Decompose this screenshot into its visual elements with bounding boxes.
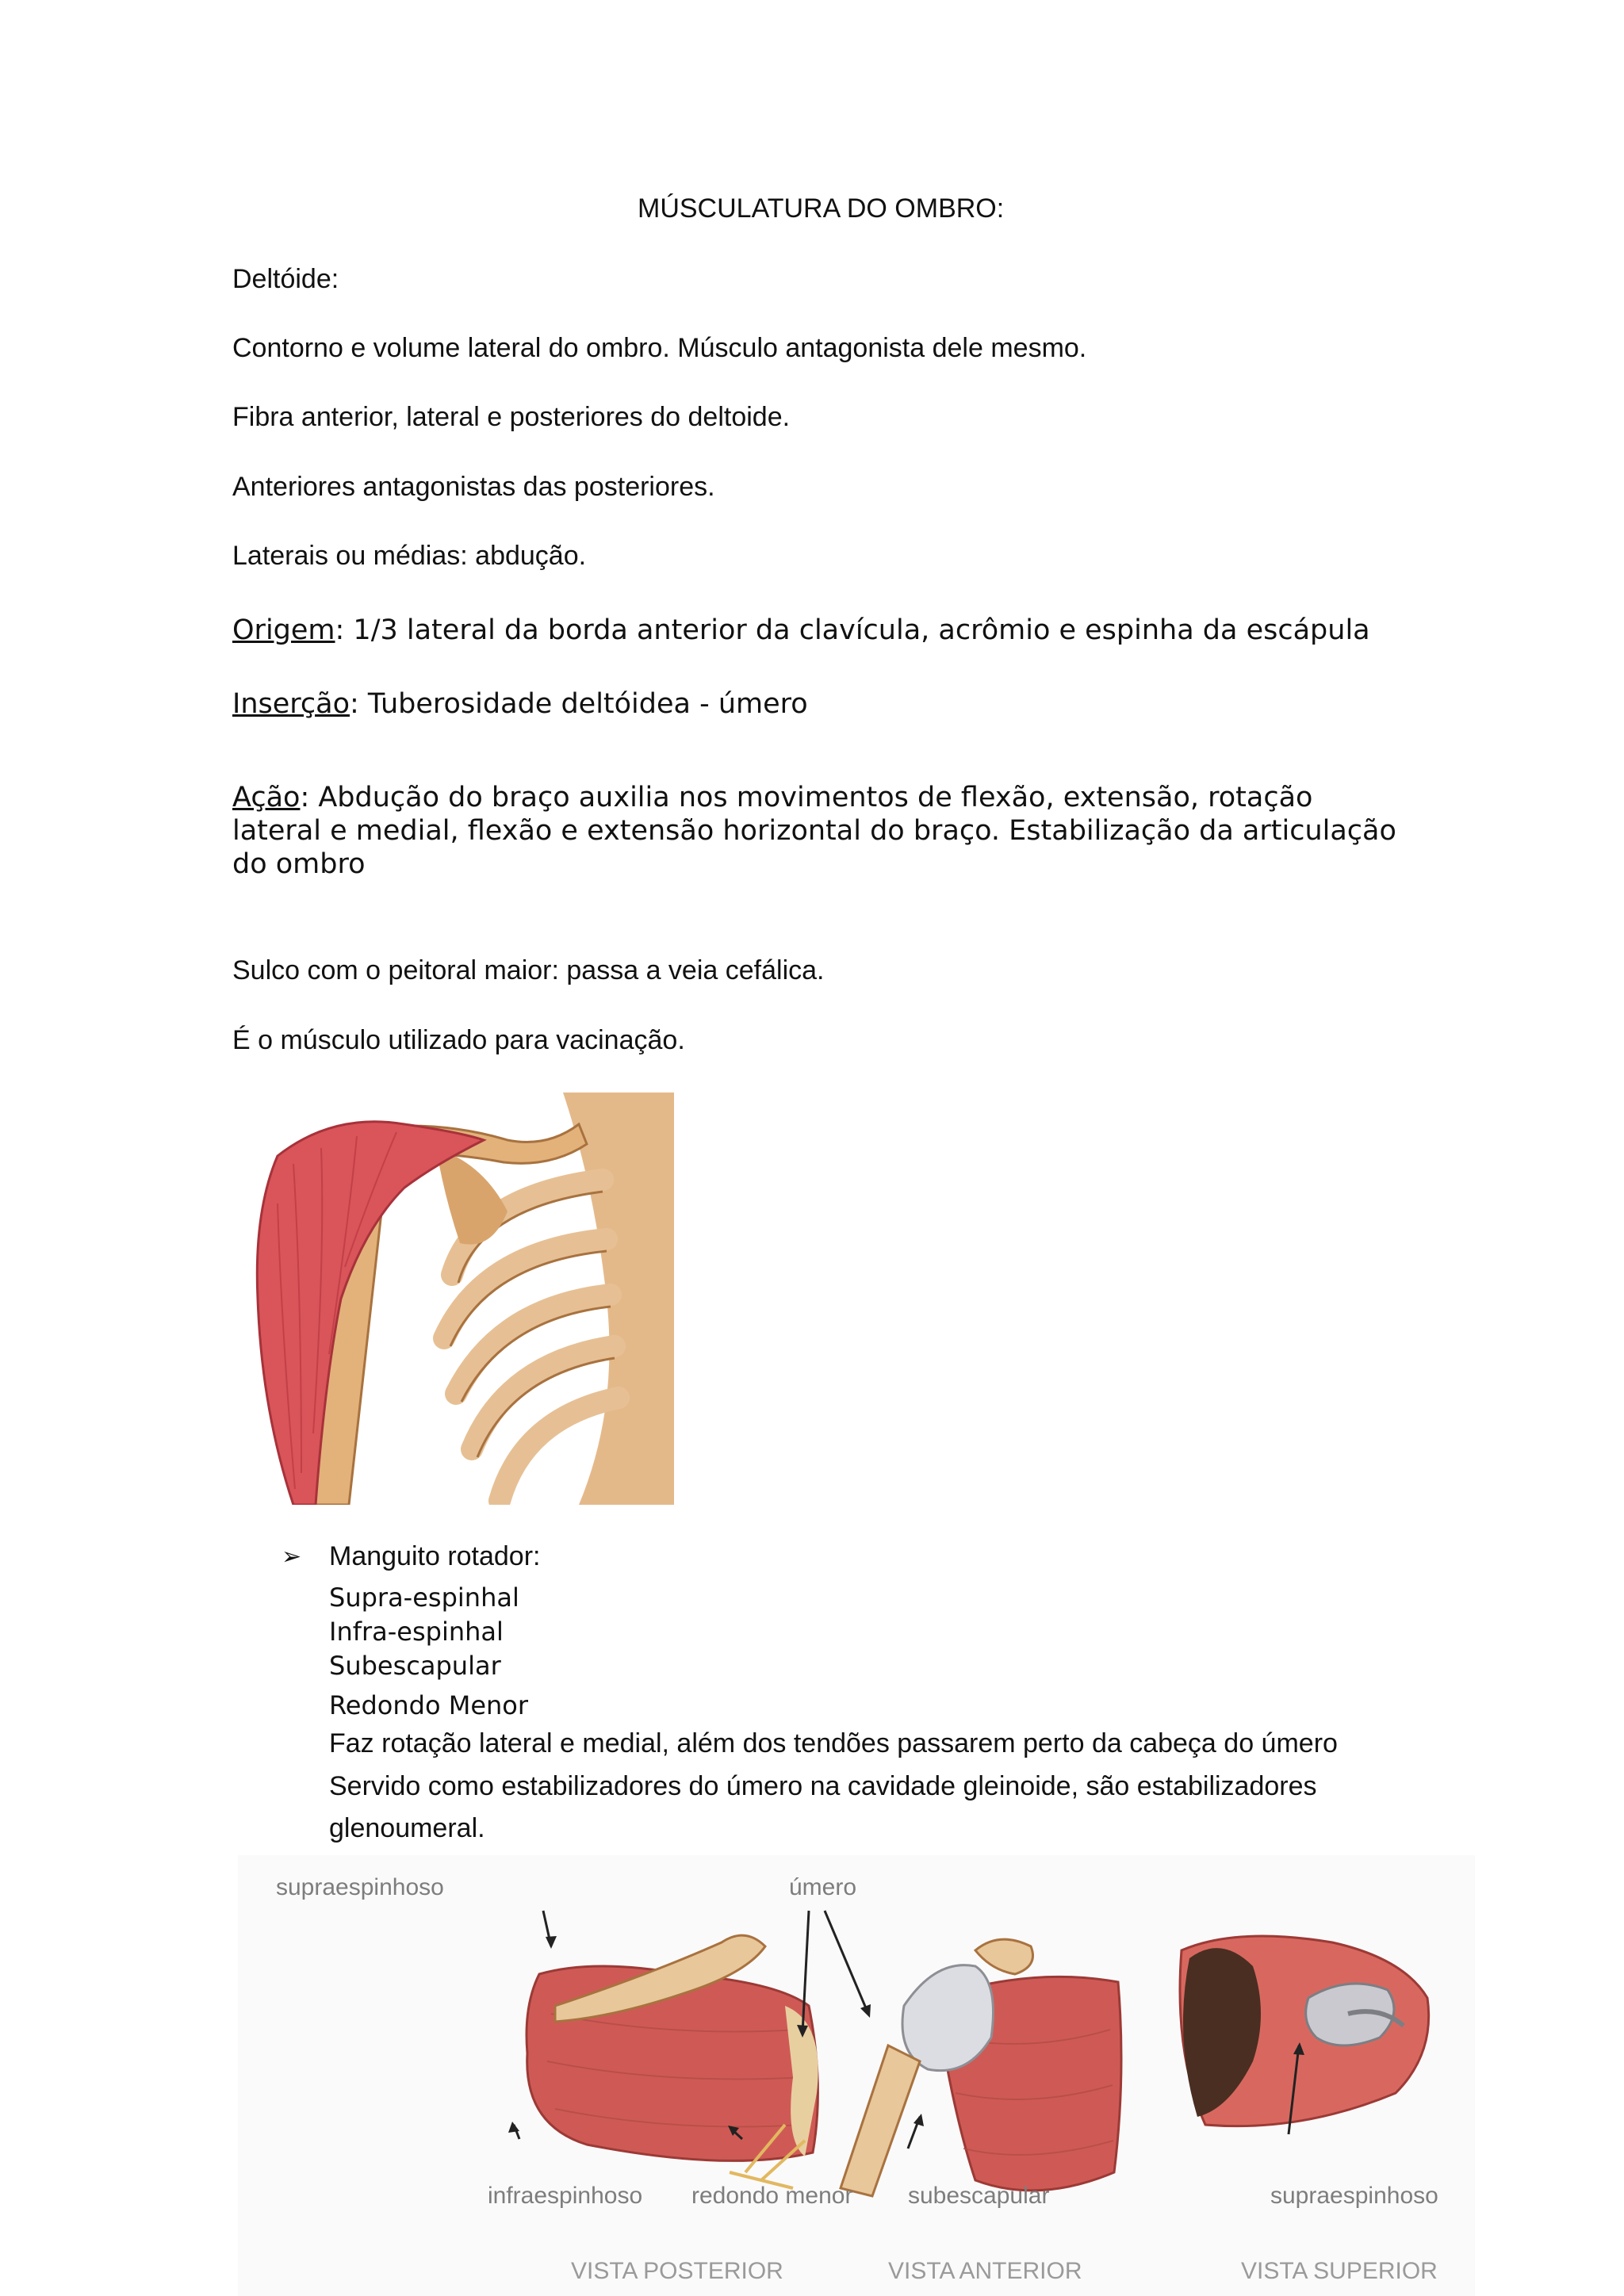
label-redondo-menor: redondo menor xyxy=(691,2183,853,2209)
cuff-sentence: Servido como estabilizadores do úmero na cavidade gleinoide, são estabilizadores xyxy=(329,1771,1317,1801)
paragraph: Anteriores antagonistas das posteriores. xyxy=(232,472,715,502)
acao-paragraph xyxy=(232,781,1398,881)
muscle-item: Supra-espinhal xyxy=(329,1582,519,1613)
paragraph: Laterais ou médias: abdução. xyxy=(232,541,587,571)
label-umero: úmero xyxy=(789,1874,857,1900)
paragraph: Fibra anterior, lateral e posteriores do deltoide. xyxy=(232,402,791,432)
insercao-label: Inserção xyxy=(232,688,350,720)
rotator-cuff-illustration xyxy=(238,1855,1475,2296)
origem-label: Origem xyxy=(232,614,335,646)
superior-view-drawing xyxy=(1180,1936,1429,2126)
acao-label: Ação xyxy=(232,782,301,813)
page-title: MÚSCULATURA DO OMBRO: xyxy=(638,193,1005,224)
insercao-text: : Tuberosidade deltóidea - úmero xyxy=(350,688,808,720)
muscle-item: Redondo Menor xyxy=(329,1690,529,1720)
view-label-superior: VISTA SUPERIOR xyxy=(1241,2258,1438,2284)
deltoid-illustration xyxy=(246,1093,674,1505)
deltoid-heading: Deltóide: xyxy=(232,264,339,294)
paragraph: É o músculo utilizado para vacinação. xyxy=(232,1025,685,1055)
label-supraespinhoso-bottom: supraespinhoso xyxy=(1270,2183,1438,2209)
bullet-arrow-icon: ➢ xyxy=(282,1543,302,1571)
paragraph: Contorno e volume lateral do ombro. Músculo antagonista dele mesmo. xyxy=(232,333,1087,363)
muscle-item: Subescapular xyxy=(329,1651,501,1681)
label-infraespinhoso: infraespinhoso xyxy=(488,2183,643,2209)
posterior-view-drawing xyxy=(527,1935,818,2188)
insercao-line xyxy=(232,688,808,720)
origem-line xyxy=(232,614,1370,646)
muscle-item: Infra-espinhal xyxy=(329,1617,504,1647)
acao-text: : Abdução do braço auxilia nos movimentos de flexão, extensão, rotação lateral e medial, flexão e extensão horizontal do braço. Estabilização da articulação do ombro xyxy=(232,782,1396,880)
label-subescapular: subescapular xyxy=(908,2183,1050,2209)
rotator-cuff-heading: Manguito rotador: xyxy=(329,1541,541,1571)
cuff-sentence: glenoumeral. xyxy=(329,1813,485,1843)
label-supraespinhoso-top: supraespinhoso xyxy=(276,1874,444,1900)
rotator-cuff-drawing xyxy=(238,1855,1475,2296)
origem-text: : 1/3 lateral da borda anterior da clavícula, acrômio e espinha da escápula xyxy=(335,614,1370,646)
paragraph: Sulco com o peitoral maior: passa a veia cefálica. xyxy=(232,955,825,985)
cuff-sentence: Faz rotação lateral e medial, além dos tendões passarem perto da cabeça do úmero xyxy=(329,1728,1338,1758)
view-label-anterior: VISTA ANTERIOR xyxy=(888,2258,1082,2284)
view-label-posterior: VISTA POSTERIOR xyxy=(571,2258,783,2284)
anterior-view-drawing xyxy=(841,1939,1121,2196)
